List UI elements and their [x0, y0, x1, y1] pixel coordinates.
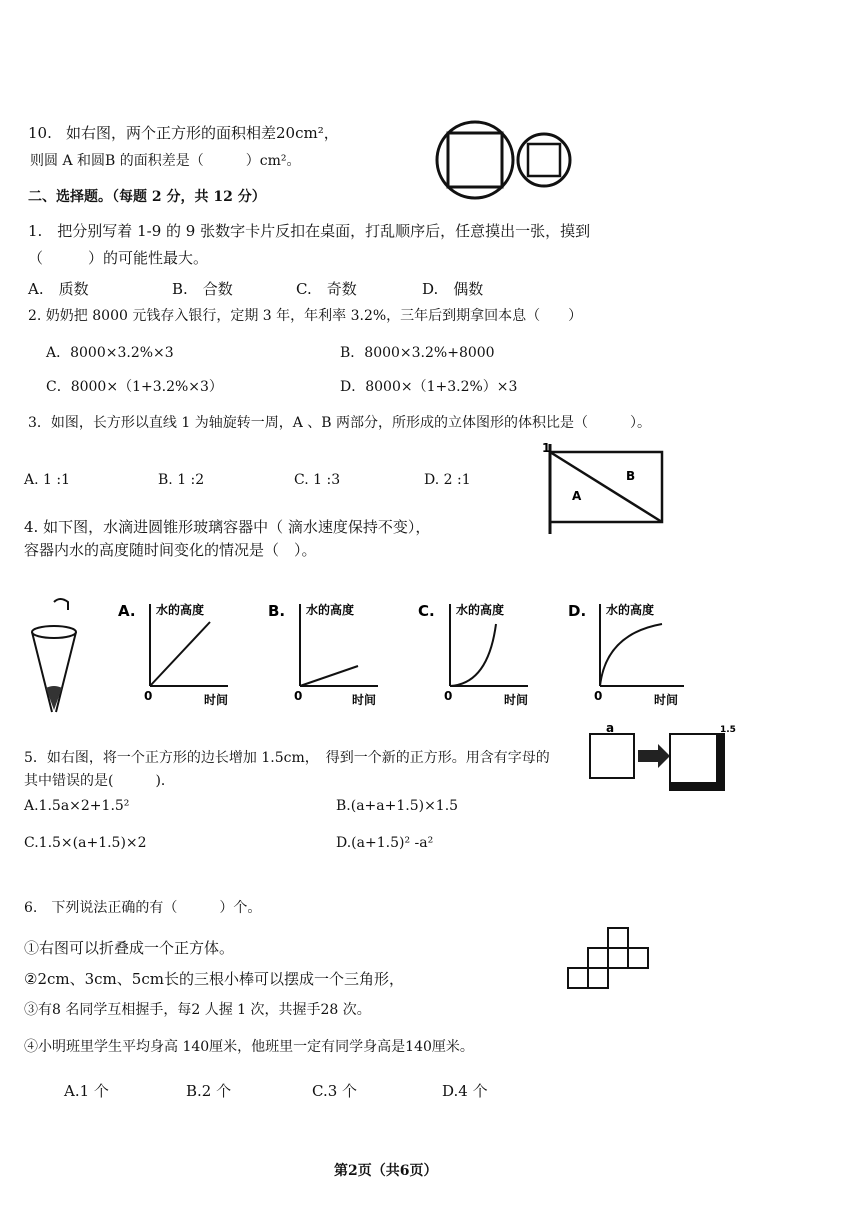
q10-circles-figure [428, 120, 578, 200]
section2-title: 二、选择题。（每题 2 分，共 12 分） [28, 189, 266, 205]
graph-d-origin: 0 [594, 689, 603, 703]
square-a [448, 133, 502, 187]
circle-b [518, 134, 570, 186]
cone-left-edge [32, 632, 52, 712]
graph-c-origin: 0 [444, 689, 453, 703]
added-strip-bottom [670, 782, 724, 790]
arrow-right-icon [658, 744, 670, 768]
q1-line2: （ ）的可能性最大。 [28, 249, 209, 267]
graph-b-origin: 0 [294, 689, 303, 703]
q6-option-b: B.2 个 [186, 1082, 232, 1100]
added-strip-right [716, 734, 724, 790]
graph-a-option: A. [118, 602, 136, 620]
q3-text: 3．如图，长方形以直线 1 为轴旋转一周，A 、B 两部分，所形成的立体图形的体积比是（ ）。 [28, 415, 652, 431]
graph-d-ylabel: 水的高度 [606, 603, 655, 617]
q6-statement-3: ③有8 名同学互相握手，每2 人握 1 次，共握手28 次。 [24, 1002, 371, 1018]
q5-line1: 5．如右图，将一个正方形的边长增加 1.5cm， 得到一个新的正方形。用含有字母的 [24, 750, 550, 766]
graph-b-curve [300, 666, 358, 686]
q4-line2: 容器内水的高度随时间变化的情况是（ ）。 [24, 541, 317, 559]
q6-option-c: C.3 个 [312, 1082, 358, 1100]
q1-line1: 1. 把分别写着 1-9 的 9 张数字卡片反扣在桌面，打乱顺序后，任意摸出一张，摸到 [28, 222, 591, 240]
faucet-icon [54, 599, 68, 610]
q2-option-c: C．8000×（1+3.2%×3） [46, 379, 223, 395]
cone-right-edge [56, 632, 76, 712]
q10-line2: 则圆 A 和圆B 的面积差是（ ）cm²。 [30, 153, 301, 169]
square-b [528, 144, 560, 176]
q1-option-c: C. 奇数 [296, 280, 357, 298]
q6-text: 6. 下列说法正确的有（ ）个。 [24, 900, 262, 916]
q2-option-d: D．8000×（1+3.2%）×3 [340, 379, 518, 395]
side-label-a: a [606, 721, 615, 735]
q5-option-b: B.(a+a+1.5)×1.5 [336, 798, 459, 814]
region-b-label: B [626, 469, 636, 483]
q5-option-d: D.(a+1.5)² -a² [336, 835, 434, 851]
graph-a-ylabel: 水的高度 [156, 603, 205, 617]
q2-text: 2. 奶奶把 8000 元钱存入银行，定期 3 年，年利率 3.2%，三年后到期拿回本息（ ） [28, 308, 583, 324]
q6-statement-4: ④小明班里学生平均身高 140厘米，他班里一定有同学身高是140厘米。 [24, 1039, 474, 1055]
q6-option-a: A.1 个 [64, 1082, 109, 1100]
net-square-4 [628, 948, 648, 968]
page-number: 第2页（共6页） [334, 1163, 438, 1179]
q3-option-c: C. 1 :3 [294, 472, 341, 488]
graph-a-xlabel: 时间 [204, 693, 229, 707]
q1-option-d: D. 偶数 [422, 280, 484, 298]
graph-d-option: D. [568, 602, 587, 620]
q6-statement-2: ②2cm、3cm、5cm长的三根小棒可以摆成一个三角形， [24, 970, 404, 988]
q1-option-b: B. 合数 [172, 280, 233, 298]
graph-b-xlabel: 时间 [352, 693, 377, 707]
q6-option-d: D.4 个 [442, 1082, 488, 1100]
net-square-3 [608, 948, 628, 968]
q10-line1: 如右图，两个正方形的面积相差20cm²， [66, 124, 339, 142]
cone-rim [32, 626, 76, 638]
net-square-5 [568, 968, 588, 988]
net-square-2 [588, 948, 608, 968]
q5-line2: 其中错误的是( )． [24, 773, 175, 789]
q3-rectangle-figure [538, 438, 668, 538]
q6-statement-1: ①右图可以折叠成一个正方体。 [24, 939, 235, 957]
q5-square-figure [586, 721, 736, 798]
net-square-1 [608, 928, 628, 948]
small-square [590, 734, 634, 778]
q2-option-b: B．8000×3.2%+8000 [340, 345, 495, 361]
diagonal [550, 452, 662, 522]
graph-b-option: B. [268, 602, 286, 620]
q3-option-a: A. 1 :1 [24, 472, 70, 488]
q3-option-b: B. 1 :2 [158, 472, 205, 488]
graph-c-option: C. [418, 602, 435, 620]
region-a-label: A [572, 489, 582, 503]
arrow-body [638, 750, 658, 762]
graph-c-ylabel: 水的高度 [456, 603, 505, 617]
graph-a-origin: 0 [144, 689, 153, 703]
q4-cone-container-figure [26, 594, 86, 718]
q5-option-a: A.1.5a×2+1.5² [24, 798, 130, 814]
graph-a-curve [150, 622, 210, 686]
q1-option-a: A. 质数 [28, 280, 89, 298]
q10-number: 10. [28, 124, 52, 142]
graph-c-xlabel: 时间 [504, 693, 529, 707]
graph-d-xlabel: 时间 [654, 693, 679, 707]
increase-label: 1.5 [720, 725, 736, 735]
graph-c-curve [450, 624, 496, 686]
large-square [670, 734, 724, 790]
axis-label: 1 [542, 441, 551, 455]
graph-b-ylabel: 水的高度 [306, 603, 355, 617]
q5-option-c: C.1.5×(a+1.5)×2 [24, 835, 147, 851]
q3-option-d: D. 2 :1 [424, 472, 471, 488]
q6-cube-net-figure [562, 926, 652, 996]
net-square-6 [588, 968, 608, 988]
q2-option-a: A．8000×3.2%×3 [46, 345, 174, 361]
q4-line1: 4. 如下图，水滴进圆锥形玻璃容器中（ 滴水速度保持不变）， [24, 518, 431, 536]
graph-d-curve [600, 624, 662, 686]
